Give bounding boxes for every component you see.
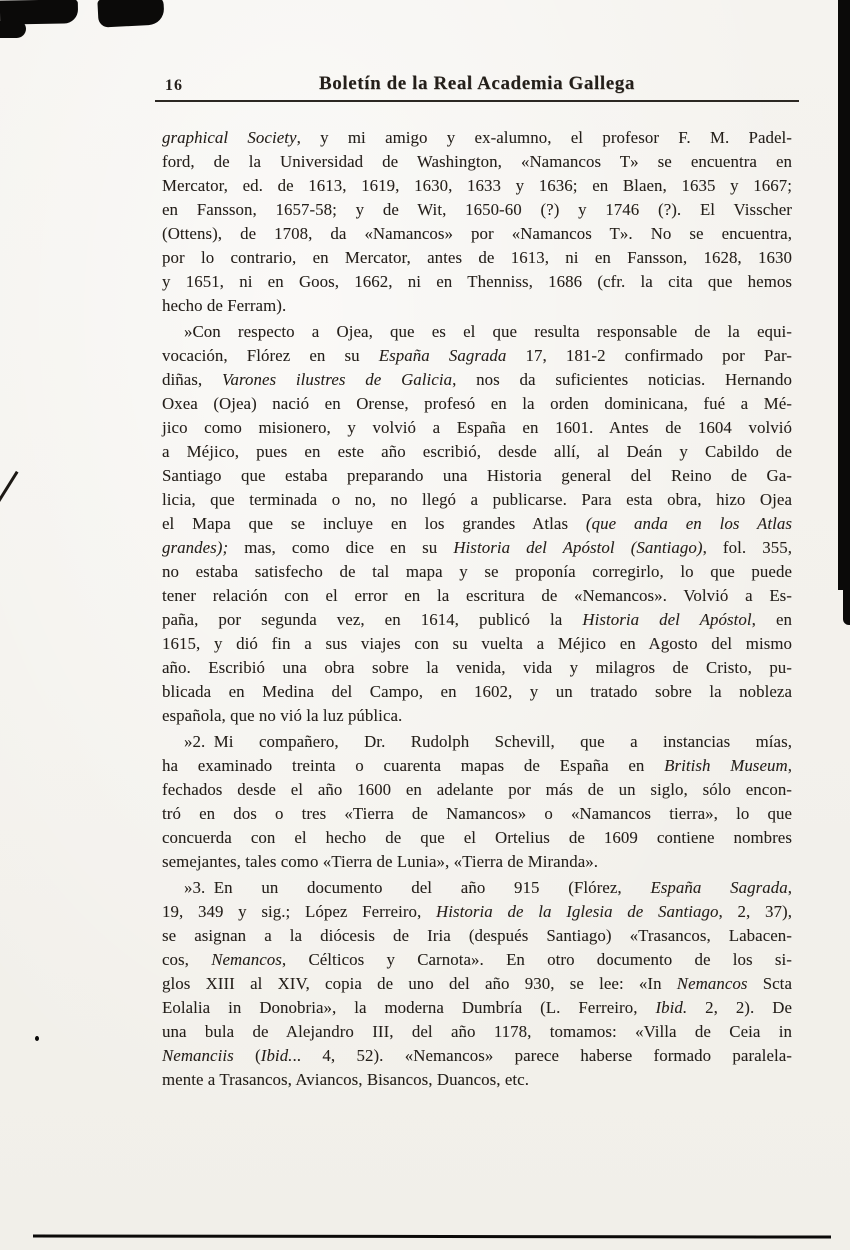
- page-content: [162, 70, 792, 1092]
- text-line: año. Escribió una obra sobre la venida, vida y milagros de Cristo, pu-: [162, 658, 792, 677]
- scan-speck: [35, 1036, 39, 1041]
- text-line: grandes); mas, como dice en su Historia del Apóstol (Santiago), fol. 355,: [162, 538, 792, 557]
- header-rule: [155, 100, 799, 102]
- text-line: fechados desde el año 1600 en adelante por más de un siglo, sólo encon-: [162, 780, 792, 799]
- text-line: ford, de la Universidad de Washington, «Namancos T» se encuentra en: [162, 152, 792, 171]
- text-line: glos XIII al XIV, copia de uno del año 930, se lee: «In Nemancos Scta: [162, 974, 792, 993]
- text-line: cos, Nemancos, Célticos y Carnota». En otro documento de los si-: [162, 950, 792, 969]
- page-header: [162, 70, 792, 102]
- text-line: hecho de Ferram).: [162, 296, 287, 315]
- text-line: concuerda con el hecho de que el Ortelius de 1609 contiene nombres: [162, 828, 792, 847]
- text-line: jico como misionero, y volvió a España en 1601. Antes de 1604 volvió: [162, 418, 792, 437]
- text-line: Oxea (Ojea) nació en Orense, profesó en la orden dominicana, fué a Mé-: [162, 394, 792, 413]
- text-line: mente a Trasancos, Aviancos, Bisancos, Duancos, etc.: [162, 1070, 530, 1089]
- page-number: 16: [165, 77, 183, 94]
- page-body: [162, 126, 792, 1092]
- text-line: »3. En un documento del año 915 (Flórez, España Sagrada,: [184, 878, 792, 897]
- text-line: licia, que terminada o no, no llegó a publicarse. Para esta obra, hizo Ojea: [162, 490, 792, 509]
- text-line: española, que no vió la luz pública.: [162, 706, 403, 725]
- text-line: el Mapa que se incluye en los grandes Atlas (que anda en los Atlas: [162, 514, 793, 533]
- text-line: paña, por segunda vez, en 1614, publicó la Historia del Apóstol, en: [162, 610, 792, 629]
- paragraph: [162, 126, 792, 318]
- text-line: tener relación con el error en la escritura de «Nemancos». Volvió a Es-: [162, 586, 792, 605]
- text-line: no estaba satisfecho de tal mapa y se proponía corregirlo, lo que puede: [162, 562, 792, 581]
- text-line: blicada en Medina del Campo, en 1602, y un tratado sobre la nobleza: [162, 682, 792, 701]
- text-line: diñas, Varones ilustres de Galicia, nos da suficientes noticias. Hernando: [162, 370, 793, 389]
- text-line: Mercator, ed. de 1613, 1619, 1630, 1633 y 1636; en Blaen, 1635 y 1667;: [162, 176, 792, 195]
- text-line: tró en dos o tres «Tierra de Namancos» o «Namancos tierra», lo que: [162, 804, 792, 823]
- scan-ink-blot-icon: [97, 0, 164, 28]
- text-line: Santiago que estaba preparando una Historia general del Reino de Ga-: [162, 466, 792, 485]
- text-line: 19, 349 y sig.; López Ferreiro, Historia de la Iglesia de Santiago, 2, 37),: [162, 902, 792, 921]
- text-line: se asignan a la diócesis de Iria (después Santiago) «Trasancos, Labacen-: [162, 926, 792, 945]
- journal-title: Boletín de la Real Academia Gallega: [318, 73, 635, 94]
- text-line: vocación, Flórez en su España Sagrada 17, 181-2 confirmado por Par-: [162, 346, 792, 365]
- text-line: »Con respecto a Ojea, que es el que resulta responsable de la equi-: [184, 322, 792, 341]
- text-line: ha examinado treinta o cuarenta mapas de España en British Museum,: [162, 756, 792, 775]
- text-line: a Méjico, pues en este año escribió, desde allí, al Deán y Cabildo de: [162, 442, 792, 461]
- text-line: (Ottens), de 1708, da «Namancos» por «Namancos T». No se encuentra,: [162, 224, 792, 243]
- text-line: una bula de Alejandro III, del año 1178, tomamos: «Villa de Ceia in: [162, 1022, 792, 1041]
- text-line: semejantes, tales como «Tierra de Lunia», «Tierra de Miranda».: [162, 852, 599, 871]
- text-line: Eolalia in Donobria», la moderna Dumbría (L. Ferreiro, Ibid. 2, 2). De: [162, 998, 792, 1017]
- paragraph: [162, 876, 792, 1092]
- scan-bottom-line: [33, 1234, 831, 1238]
- text-line: en Fansson, 1657-58; y de Wit, 1650-60 (?) y 1746 (?). El Visscher: [162, 200, 792, 219]
- text-line: graphical Society, y mi amigo y ex-alumno, el profesor F. M. Padel-: [162, 128, 792, 147]
- paragraph: [162, 320, 792, 728]
- paragraph: [162, 730, 792, 874]
- text-line: y 1651, ni en Goos, 1662, ni en Thenniss, 1686 (cfr. la cita que hemos: [162, 272, 792, 291]
- text-line: »2. Mi compañero, Dr. Rudolph Schevill, que a instancias mías,: [184, 732, 792, 751]
- scan-right-edge-shadow: [843, 585, 850, 625]
- text-line: por lo contrario, en Mercator, antes de 1613, ni en Fansson, 1628, 1630: [162, 248, 792, 267]
- pen-slash-mark: [0, 471, 18, 513]
- text-line: Nemanciis (Ibid... 4, 52). «Nemancos» parece haberse formado paralela-: [162, 1046, 792, 1065]
- text-line: 1615, y dió fin a sus viajes con su vuelta a Méjico en Agosto del mismo: [162, 634, 792, 653]
- scan-ink-blot-icon: [0, 21, 26, 38]
- scan-right-edge-shadow: [838, 0, 850, 590]
